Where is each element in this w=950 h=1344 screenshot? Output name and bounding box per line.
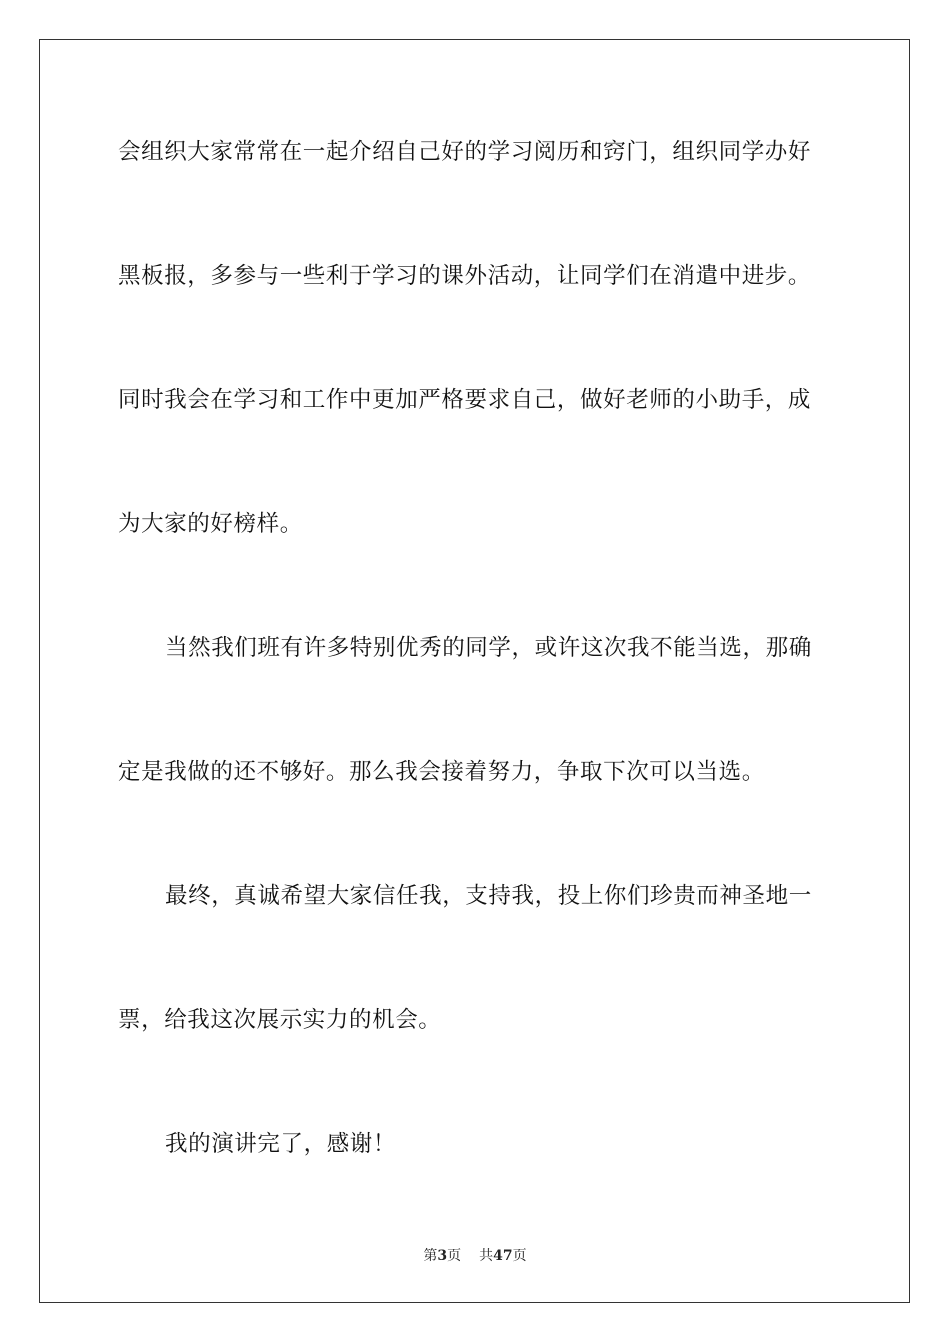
page-footer [0,1246,950,1266]
body-line-4: 为大家的好榜样。 [118,511,303,537]
footer-total-pages: 47 [493,1248,513,1264]
body-line-2: 黑板报，多参与一些利于学习的课外活动，让同学们在消遣中进步。 [118,263,812,289]
body-line-3: 同时我会在学习和工作中更加严格要求自己，做好老师的小助手，成 [118,387,812,413]
page-frame [39,39,910,1303]
footer-page-prefix: 第 [423,1248,438,1264]
body-line-1: 会组织大家常常在一起介绍自己好的学习阅历和窍门，组织同学办好 [118,139,812,165]
footer-total-prefix: 共 [479,1248,494,1264]
body-line-6: 定是我做的还不够好。那么我会接着努力，争取下次可以当选。 [118,759,765,785]
footer-page-number: 3 [437,1248,448,1264]
footer-total-suffix: 页 [512,1248,527,1264]
body-line-9: 我的演讲完了，感谢！ [165,1131,397,1157]
body-line-7: 最终，真诚希望大家信任我，支持我，投上你们珍贵而神圣地一 [165,883,812,909]
body-line-8: 票，给我这次展示实力的机会。 [118,1007,442,1033]
body-line-5: 当然我们班有许多特别优秀的同学，或许这次我不能当选，那确 [165,635,812,661]
footer-page-suffix: 页 [447,1248,462,1264]
